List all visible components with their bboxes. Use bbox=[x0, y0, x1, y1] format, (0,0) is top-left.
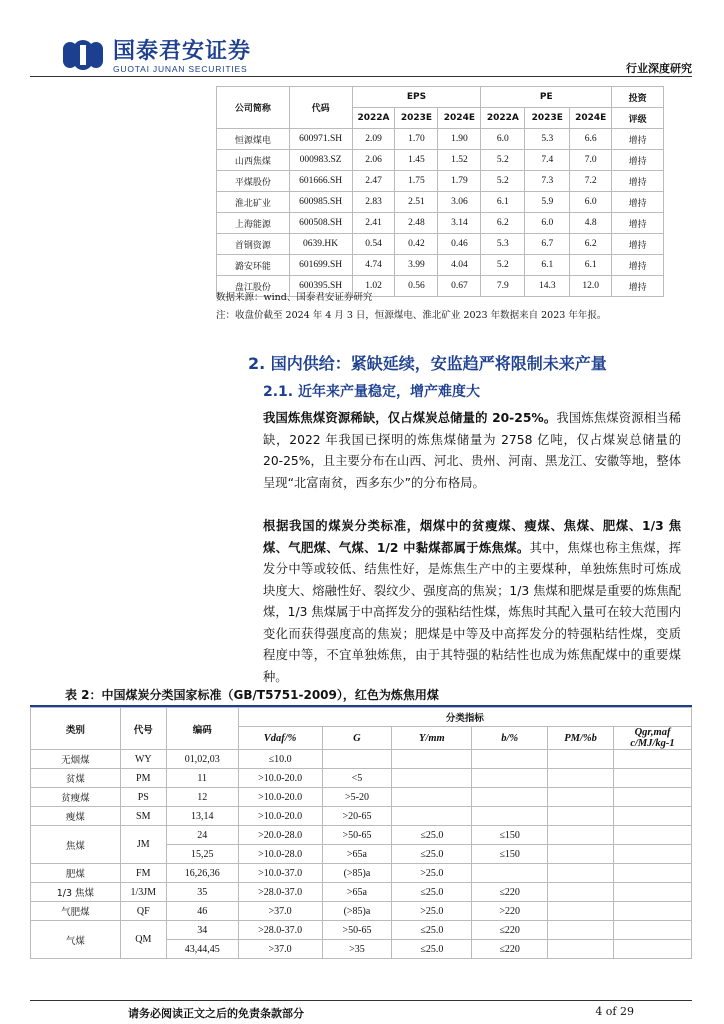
cell-g: >5-20 bbox=[322, 788, 392, 807]
cell-name: 平煤股份 bbox=[217, 171, 290, 192]
cell-type: 1/3 焦煤 bbox=[31, 883, 121, 902]
table-row bbox=[31, 883, 692, 902]
cell-g: (>85)a bbox=[322, 902, 392, 921]
cell-eps2: 0.56 bbox=[395, 276, 438, 297]
cell-eps3: 0.46 bbox=[438, 234, 481, 255]
cell-eps1: 2.09 bbox=[352, 129, 395, 150]
cell-y: ≤25.0 bbox=[392, 940, 472, 959]
cell-num: 34 bbox=[166, 921, 238, 940]
cell-type: 气煤 bbox=[31, 921, 121, 959]
cell-rating: 增持 bbox=[612, 150, 664, 171]
cell-eps3: 4.04 bbox=[438, 255, 481, 276]
cell-y: ≤25.0 bbox=[392, 921, 472, 940]
cell-pe2: 7.3 bbox=[525, 171, 570, 192]
cell-v: >10.0-37.0 bbox=[238, 864, 322, 883]
cell-y bbox=[392, 769, 472, 788]
table-row bbox=[217, 255, 664, 276]
cell-rating: 增持 bbox=[612, 276, 664, 297]
cell-b bbox=[472, 807, 548, 826]
cell-name: 山西焦煤 bbox=[217, 150, 290, 171]
cell-v: >37.0 bbox=[238, 940, 322, 959]
cell-eps2: 0.42 bbox=[395, 234, 438, 255]
header-type: 类别 bbox=[31, 708, 121, 750]
cell-pe2: 6.1 bbox=[525, 255, 570, 276]
header-indices: 分类指标 bbox=[238, 708, 691, 727]
cell-num: 12 bbox=[166, 788, 238, 807]
cell-type: 贫煤 bbox=[31, 769, 121, 788]
cell-name: 淮北矿业 bbox=[217, 192, 290, 213]
cell-g: >50-65 bbox=[322, 921, 392, 940]
cell-num: 11 bbox=[166, 769, 238, 788]
cell-b: ≤150 bbox=[472, 845, 548, 864]
cell-code: PS bbox=[120, 788, 166, 807]
cell-v: >10.0-20.0 bbox=[238, 788, 322, 807]
cell-pe2: 7.4 bbox=[525, 150, 570, 171]
table-row bbox=[31, 769, 692, 788]
cell-q bbox=[614, 921, 692, 940]
header-code: 代码 bbox=[289, 87, 352, 129]
cell-eps3: 0.67 bbox=[438, 276, 481, 297]
cell-pm bbox=[548, 826, 614, 845]
cell-code: 601666.SH bbox=[289, 171, 352, 192]
cell-q bbox=[614, 883, 692, 902]
cell-g: >65a bbox=[322, 845, 392, 864]
cell-pe1: 6.0 bbox=[481, 129, 525, 150]
cell-code: 600985.SH bbox=[289, 192, 352, 213]
header-year: 2024E bbox=[438, 108, 481, 129]
cell-y bbox=[392, 807, 472, 826]
cell-code: 601699.SH bbox=[289, 255, 352, 276]
header-g: G bbox=[322, 727, 392, 750]
cell-rating: 增持 bbox=[612, 213, 664, 234]
cell-code: SM bbox=[120, 807, 166, 826]
cell-v: >20.0-28.0 bbox=[238, 826, 322, 845]
cell-q bbox=[614, 788, 692, 807]
header-code: 代号 bbox=[120, 708, 166, 750]
cell-y bbox=[392, 750, 472, 769]
cell-eps2: 2.48 bbox=[395, 213, 438, 234]
cell-pe3: 4.8 bbox=[570, 213, 612, 234]
cell-num: 24 bbox=[166, 826, 238, 845]
cell-pm bbox=[548, 883, 614, 902]
cell-pe3: 6.2 bbox=[570, 234, 612, 255]
header-divider bbox=[30, 76, 692, 77]
cell-pm bbox=[548, 788, 614, 807]
cell-pm bbox=[548, 864, 614, 883]
cell-name: 盘江股份 bbox=[217, 276, 290, 297]
page-number: 4 of 29 bbox=[595, 1005, 634, 1018]
cell-num: 15,25 bbox=[166, 845, 238, 864]
cell-pm bbox=[548, 845, 614, 864]
cell-pe1: 5.3 bbox=[481, 234, 525, 255]
coal-classification-table bbox=[30, 707, 692, 959]
cell-q bbox=[614, 864, 692, 883]
paragraph-2-body: 其中，焦煤也称主焦煤，挥发分中等或较低、结焦性好，是炼焦生产中的主要煤种，单独炼焦时可炼成块度大、熔融性好、裂纹少、强度高的焦炭；1/3 焦煤和肥煤是重要的炼焦配煤，1/3 焦煤属于中高挥发分的强粘结性煤，炼焦时其配入量可在较大范围内变化而获得强度高的焦炭；肥煤是中等及中高挥发分的特强粘结性煤，变质程度中等，不宜单独炼焦，由于其特强的粘结性也成为炼焦配煤中的重要煤种。 bbox=[263, 540, 681, 684]
cell-pe2: 5.9 bbox=[525, 192, 570, 213]
company-logo-text: 国泰君安证券 bbox=[113, 39, 252, 64]
header-year: 2024E bbox=[570, 108, 612, 129]
data-source: 数据来源：wind、国泰君安证券研究 bbox=[216, 292, 373, 303]
cell-pe3: 7.0 bbox=[570, 150, 612, 171]
header-company: 公司简称 bbox=[217, 87, 290, 129]
table-row bbox=[31, 826, 692, 845]
cell-code: 600971.SH bbox=[289, 129, 352, 150]
header-year: 2023E bbox=[525, 108, 570, 129]
cell-g: >20-65 bbox=[322, 807, 392, 826]
cell-code: FM bbox=[120, 864, 166, 883]
cell-pe3: 6.1 bbox=[570, 255, 612, 276]
cell-v: >37.0 bbox=[238, 902, 322, 921]
cell-b bbox=[472, 864, 548, 883]
cell-eps1: 4.74 bbox=[352, 255, 395, 276]
cell-eps3: 1.90 bbox=[438, 129, 481, 150]
cell-pe2: 14.3 bbox=[525, 276, 570, 297]
cell-v: >10.0-28.0 bbox=[238, 845, 322, 864]
cell-pe2: 5.3 bbox=[525, 129, 570, 150]
cell-type: 焦煤 bbox=[31, 826, 121, 864]
header-number: 编码 bbox=[166, 708, 238, 750]
paragraph-1 bbox=[263, 408, 681, 494]
cell-pm bbox=[548, 750, 614, 769]
cell-b: ≤220 bbox=[472, 883, 548, 902]
cell-b: >220 bbox=[472, 902, 548, 921]
cell-pe3: 12.0 bbox=[570, 276, 612, 297]
cell-name: 潞安环能 bbox=[217, 255, 290, 276]
cell-y: >25.0 bbox=[392, 902, 472, 921]
header-q: Qgr,maf c/MJ/kg-1 bbox=[614, 727, 692, 750]
cell-pm bbox=[548, 769, 614, 788]
cell-code: WY bbox=[120, 750, 166, 769]
cell-y: ≤25.0 bbox=[392, 883, 472, 902]
cell-y: ≤25.0 bbox=[392, 845, 472, 864]
cell-pe3: 7.2 bbox=[570, 171, 612, 192]
cell-q bbox=[614, 940, 692, 959]
cell-code: JM bbox=[120, 826, 166, 864]
cell-b bbox=[472, 788, 548, 807]
cell-eps2: 1.75 bbox=[395, 171, 438, 192]
cell-eps3: 3.06 bbox=[438, 192, 481, 213]
header-y: Y/mm bbox=[392, 727, 472, 750]
cell-pe1: 6.2 bbox=[481, 213, 525, 234]
cell-num: 43,44,45 bbox=[166, 940, 238, 959]
cell-num: 35 bbox=[166, 883, 238, 902]
cell-v: >10.0-20.0 bbox=[238, 769, 322, 788]
cell-b: ≤150 bbox=[472, 826, 548, 845]
cell-pe1: 6.1 bbox=[481, 192, 525, 213]
cell-eps1: 2.47 bbox=[352, 171, 395, 192]
cell-q bbox=[614, 769, 692, 788]
cell-b: ≤220 bbox=[472, 940, 548, 959]
cell-pm bbox=[548, 807, 614, 826]
table-row bbox=[31, 807, 692, 826]
cell-eps1: 0.54 bbox=[352, 234, 395, 255]
paragraph-2 bbox=[263, 516, 681, 688]
cell-name: 恒源煤电 bbox=[217, 129, 290, 150]
cell-rating: 增持 bbox=[612, 171, 664, 192]
cell-pm bbox=[548, 902, 614, 921]
header-rating-2: 评级 bbox=[612, 108, 664, 129]
header-rating-1: 投资 bbox=[612, 87, 664, 108]
table-row bbox=[31, 788, 692, 807]
table-row bbox=[31, 902, 692, 921]
company-logo-english: GUOTAI JUNAN SECURITIES bbox=[113, 64, 248, 74]
header-year: 2022A bbox=[352, 108, 395, 129]
table-row bbox=[31, 750, 692, 769]
cell-code: QF bbox=[120, 902, 166, 921]
table2-caption: 表 2：中国煤炭分类国家标准（GB/T5751-2009），红色为炼焦用煤 bbox=[65, 688, 439, 702]
paragraph-1-body: 我国炼焦煤资源相当稀缺，2022 年我国已探明的炼焦煤储量为 2758 亿吨，仅占煤炭总储量的 20-25%，且主要分布在山西、河北、贵州、河南、黑龙江、安徽等地，整体呈现“北富南贫，西多东少”的分布格局。 bbox=[263, 411, 681, 490]
header-year: 2022A bbox=[481, 108, 525, 129]
cell-b bbox=[472, 769, 548, 788]
section-title: 2. 国内供给：紧缺延续，安监趋严将限制未来产量 bbox=[248, 354, 607, 373]
cell-pm bbox=[548, 940, 614, 959]
cell-num: 01,02,03 bbox=[166, 750, 238, 769]
cell-rating: 增持 bbox=[612, 255, 664, 276]
cell-v: >28.0-37.0 bbox=[238, 883, 322, 902]
subsection-title: 2.1. 近年来产量稳定，增产难度大 bbox=[263, 384, 480, 400]
cell-v: ≤10.0 bbox=[238, 750, 322, 769]
table-note: 注：收盘价截至 2024 年 4 月 3 日，恒源煤电、淮北矿业 2023 年数据来自 2023 年年报。 bbox=[216, 310, 607, 321]
paragraph-1-lead: 我国炼焦煤资源稀缺，仅占煤炭总储量的 20-25%。 bbox=[263, 411, 557, 425]
cell-eps2: 2.51 bbox=[395, 192, 438, 213]
cell-type: 肥煤 bbox=[31, 864, 121, 883]
cell-q bbox=[614, 902, 692, 921]
cell-code: 600508.SH bbox=[289, 213, 352, 234]
table-row bbox=[217, 171, 664, 192]
cell-y: ≤25.0 bbox=[392, 826, 472, 845]
cell-eps2: 1.45 bbox=[395, 150, 438, 171]
cell-pe3: 6.6 bbox=[570, 129, 612, 150]
cell-g: >35 bbox=[322, 940, 392, 959]
cell-eps2: 3.99 bbox=[395, 255, 438, 276]
cell-name: 首钢资源 bbox=[217, 234, 290, 255]
cell-eps3: 1.52 bbox=[438, 150, 481, 171]
cell-q bbox=[614, 826, 692, 845]
cell-v: >10.0-20.0 bbox=[238, 807, 322, 826]
cell-type: 气肥煤 bbox=[31, 902, 121, 921]
header-eps: EPS bbox=[352, 87, 481, 108]
cell-rating: 增持 bbox=[612, 234, 664, 255]
cell-eps3: 3.14 bbox=[438, 213, 481, 234]
cell-pe1: 5.2 bbox=[481, 171, 525, 192]
valuation-table bbox=[216, 86, 664, 297]
cell-eps2: 1.70 bbox=[395, 129, 438, 150]
cell-pe2: 6.7 bbox=[525, 234, 570, 255]
cell-type: 瘦煤 bbox=[31, 807, 121, 826]
cell-pe1: 7.9 bbox=[481, 276, 525, 297]
cell-code: 000983.SZ bbox=[289, 150, 352, 171]
cell-pe2: 6.0 bbox=[525, 213, 570, 234]
cell-num: 46 bbox=[166, 902, 238, 921]
footer-divider bbox=[30, 1000, 692, 1001]
cell-q bbox=[614, 750, 692, 769]
cell-pe1: 5.2 bbox=[481, 150, 525, 171]
cell-g bbox=[322, 750, 392, 769]
header-year: 2023E bbox=[395, 108, 438, 129]
cell-g: >50-65 bbox=[322, 826, 392, 845]
table-row bbox=[217, 213, 664, 234]
cell-code: PM bbox=[120, 769, 166, 788]
cell-type: 无烟煤 bbox=[31, 750, 121, 769]
table-row bbox=[217, 129, 664, 150]
company-logo-icon bbox=[63, 40, 103, 70]
cell-code: 600395.SH bbox=[289, 276, 352, 297]
cell-num: 13,14 bbox=[166, 807, 238, 826]
table-row bbox=[217, 150, 664, 171]
cell-eps1: 1.02 bbox=[352, 276, 395, 297]
cell-pm bbox=[548, 921, 614, 940]
header-b: b/% bbox=[472, 727, 548, 750]
cell-b bbox=[472, 750, 548, 769]
report-category: 行业深度研究 bbox=[626, 62, 692, 75]
cell-q bbox=[614, 807, 692, 826]
cell-y: >25.0 bbox=[392, 864, 472, 883]
cell-eps3: 1.79 bbox=[438, 171, 481, 192]
cell-pe1: 5.2 bbox=[481, 255, 525, 276]
cell-code: QM bbox=[120, 921, 166, 959]
cell-v: >28.0-37.0 bbox=[238, 921, 322, 940]
cell-eps1: 2.06 bbox=[352, 150, 395, 171]
cell-rating: 增持 bbox=[612, 129, 664, 150]
header-pe: PE bbox=[481, 87, 612, 108]
table-row bbox=[31, 864, 692, 883]
cell-g: <5 bbox=[322, 769, 392, 788]
cell-type: 贫瘦煤 bbox=[31, 788, 121, 807]
cell-code: 0639.HK bbox=[289, 234, 352, 255]
cell-b: ≤220 bbox=[472, 921, 548, 940]
cell-rating: 增持 bbox=[612, 192, 664, 213]
table-row bbox=[217, 192, 664, 213]
cell-y bbox=[392, 788, 472, 807]
cell-num: 16,26,36 bbox=[166, 864, 238, 883]
cell-name: 上海能源 bbox=[217, 213, 290, 234]
cell-g: >65a bbox=[322, 883, 392, 902]
cell-q bbox=[614, 845, 692, 864]
disclaimer-text: 请务必阅读正文之后的免责条款部分 bbox=[128, 1007, 304, 1020]
cell-eps1: 2.83 bbox=[352, 192, 395, 213]
table-row bbox=[31, 921, 692, 940]
cell-code: 1/3JM bbox=[120, 883, 166, 902]
cell-g: (>85)a bbox=[322, 864, 392, 883]
cell-pe3: 6.0 bbox=[570, 192, 612, 213]
cell-eps1: 2.41 bbox=[352, 213, 395, 234]
table-row bbox=[217, 234, 664, 255]
header-vdaf: Vdaf/% bbox=[238, 727, 322, 750]
paragraph-2-lead: 根据我国的煤炭分类标准，烟煤中的贫瘦煤、瘦煤、焦煤、肥煤、1/3 焦煤、气肥煤、气煤、1/2 中黏煤都属于炼焦煤。 bbox=[263, 519, 681, 555]
header-pm: PM/%b bbox=[548, 727, 614, 750]
